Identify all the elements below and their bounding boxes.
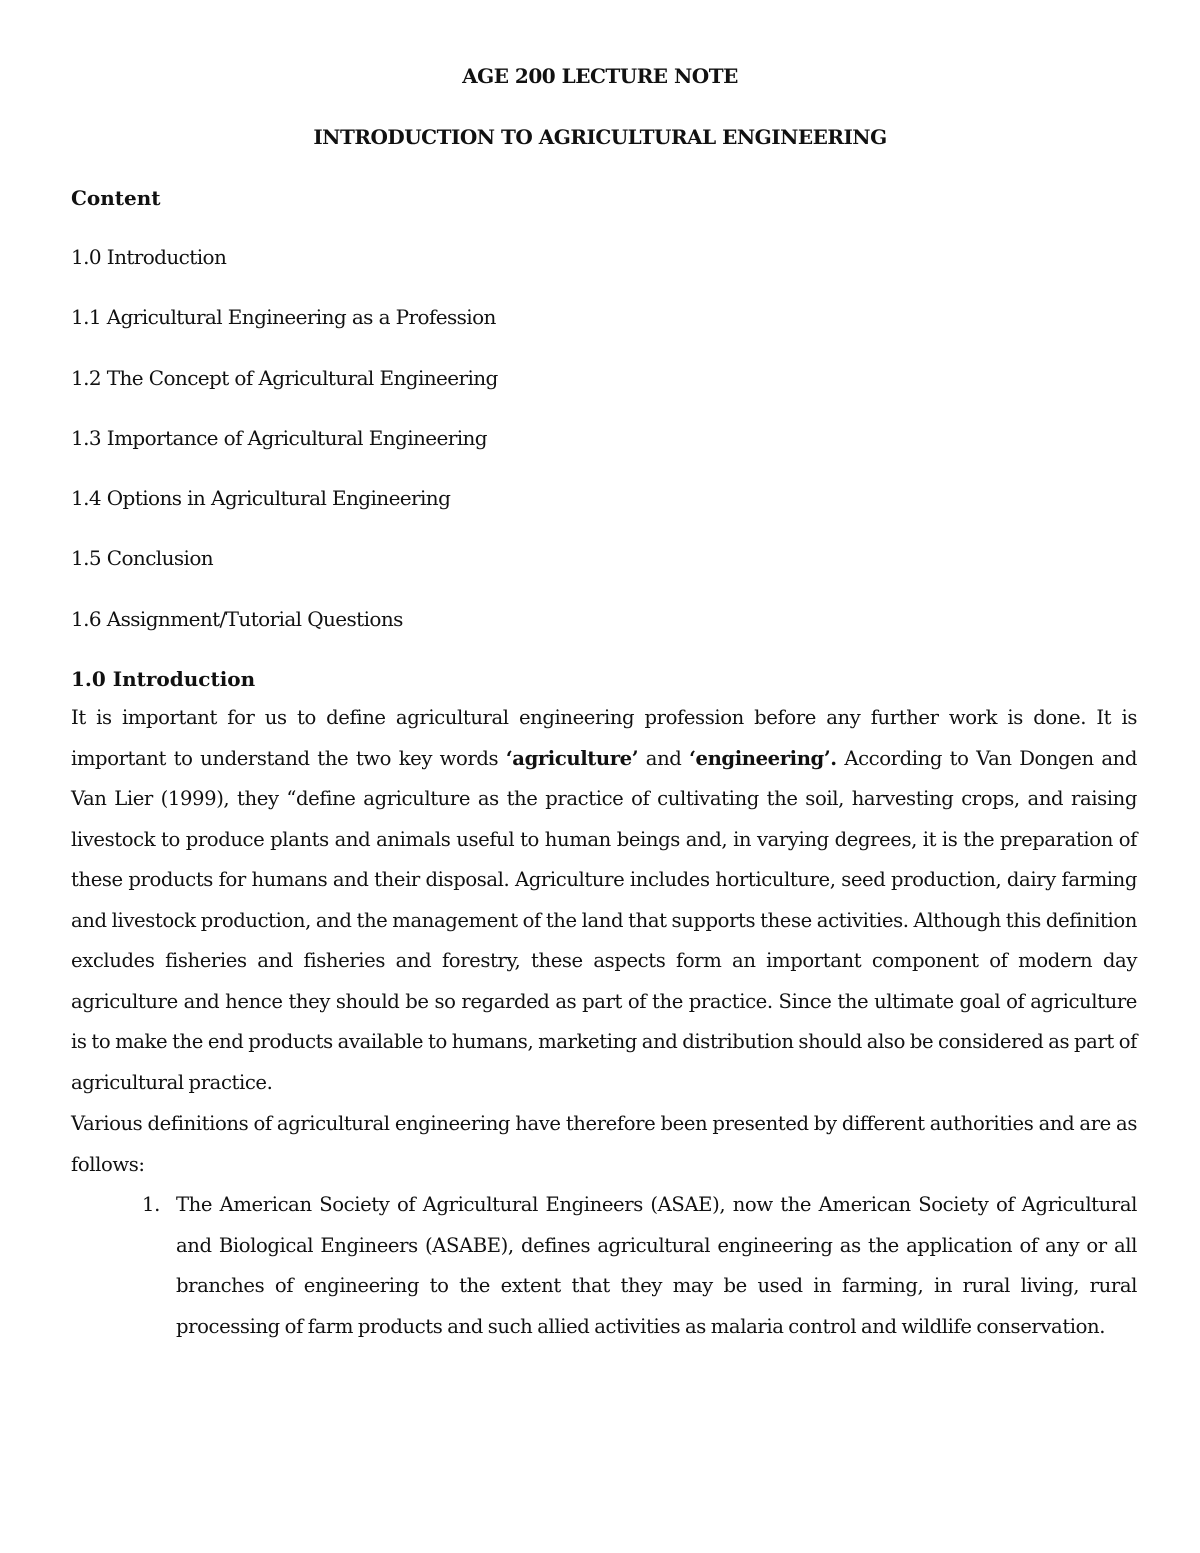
intro-paragraph bbox=[71, 698, 1137, 1103]
toc-item: 1.3 Importance of Agricultural Engineering bbox=[71, 425, 487, 450]
content-heading: Content bbox=[71, 186, 161, 210]
toc-item: 1.2 The Concept of Agricultural Engineering bbox=[71, 365, 498, 390]
term-agriculture: ‘agriculture’ bbox=[505, 746, 639, 770]
toc-item: 1.0 Introduction bbox=[71, 245, 227, 269]
table-of-contents bbox=[71, 245, 498, 667]
toc-item: 1.4 Options in Agricultural Engineering bbox=[71, 486, 451, 511]
document-subtitle: INTRODUCTION TO AGRICULTURAL ENGINEERING bbox=[313, 125, 887, 149]
definition-item bbox=[71, 1185, 1137, 1347]
term-engineering: ‘engineering’. bbox=[689, 746, 837, 770]
section-heading-introduction: 1.0 Introduction bbox=[71, 667, 256, 691]
definitions-intro-paragraph: Various definitions of agricultural engineering have therefore been presented by different authorities and are as follows: bbox=[71, 1112, 1137, 1176]
toc-item: 1.5 Conclusion bbox=[71, 546, 214, 571]
intro-paragraph-part1: It is important for us to define agricultural engineering profession before any further work is done. It is important to understand the two key words bbox=[71, 706, 1137, 770]
intro-paragraph-part3: According to Van Dongen and Van Lier (1999), they “define agriculture as the practice of cultivating the soil, harvesting crops, and raising livestock to produce plants and animals useful to human beings and, in varying degrees, it is the preparation of these products for humans and their disposal. Agriculture includes horticulture, seed production, dairy farming and livestock production, and the management of the land that supports these activities. Although this definition excludes fisheries and fisheries and forestry, these aspects form an important component of modern day agriculture and hence they should be so regarded as part of the practice. Since the ultimate goal of agriculture is to make the end products available to humans, marketing and distribution should also be considered as part of agricultural practice. bbox=[71, 746, 1137, 1094]
definition-text: The American Society of Agricultural Engineers (ASAE), now the American Society of Agricultural and Biological Engineers (ASABE), defines agricultural engineering as the application of any or all branches of engineering to the extent that they may be used in farming, in rural living, rural processing of farm products and such allied activities as malaria control and wildlife conservation. bbox=[176, 1193, 1137, 1338]
definition-number: 1. bbox=[142, 1193, 160, 1216]
document-title: AGE 200 LECTURE NOTE bbox=[462, 64, 738, 88]
toc-item: 1.6 Assignment/Tutorial Questions bbox=[71, 606, 403, 631]
toc-item: 1.1 Agricultural Engineering as a Profession bbox=[71, 305, 496, 330]
intro-paragraph-part2: and bbox=[638, 746, 690, 770]
definitions-list bbox=[71, 1185, 1137, 1347]
